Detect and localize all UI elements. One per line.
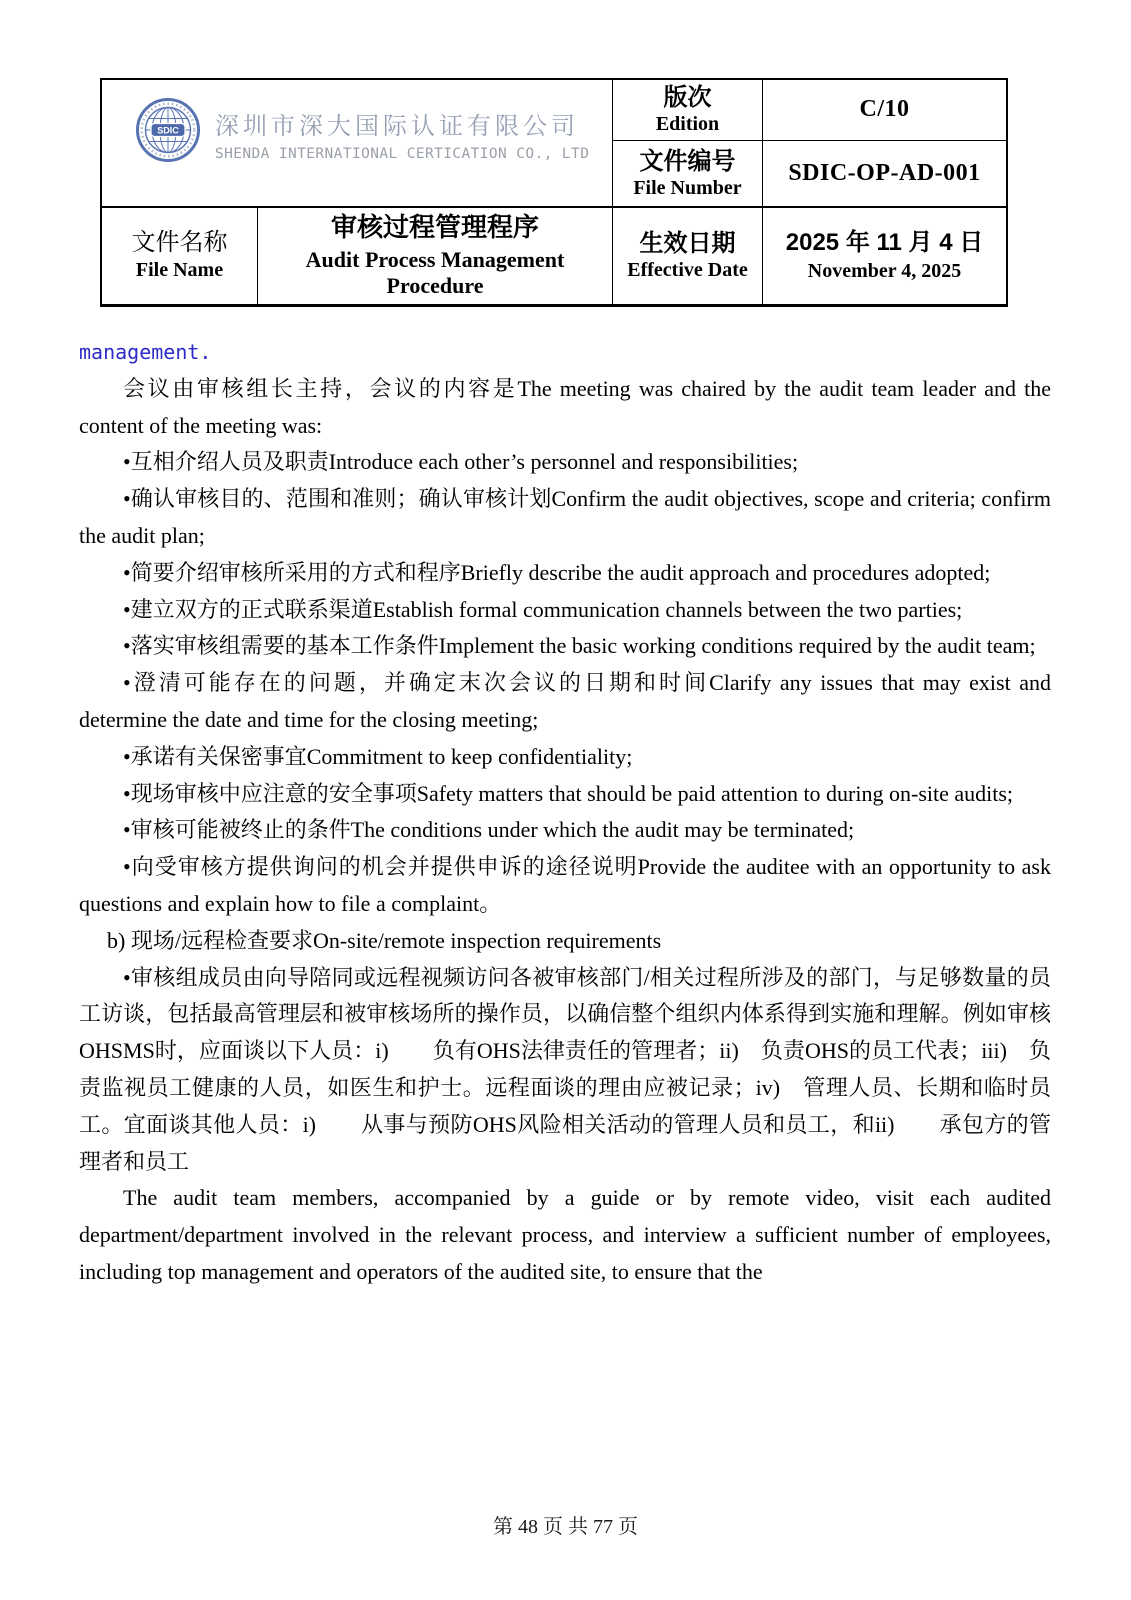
file-name-label-cell [102, 206, 257, 304]
company-name-block [215, 97, 589, 164]
company-name-cn: 深圳市深大国际认证有限公司 [215, 113, 579, 140]
bullet-item-introduce: •互相介绍人员及职责Introduce each other’s personnel and responsibilities; [123, 449, 799, 475]
closing-english-paragraph: The audit team members, accompanied by a guide or by remote video, visit each audited department/department involved in the relevant process, and interview a sufficient number of employees, including top management and operators of the audited site, to ensure that the [79, 1185, 1051, 1284]
logo-badge-text: SDIC [157, 125, 179, 136]
effective-date-cn: 2025 年 11 月 4 日 [785, 229, 984, 257]
file-number-value: SDIC-OP-AD-001 [788, 159, 981, 186]
effective-date-value-cell [762, 206, 1006, 304]
bullet-item-audit-team-visit: •审核组成员由向导陪同或远程视频访问各被审核部门/相关过程所涉及的部门，与足够数量的员工访谈，包括最高管理层和被审核场所的操作员，以确信整个组织内体系得到实施和理解。例如审核OHSMS时，应面谈以下人员：i) 负有OHS法律责任的管理者；ii) 负责OHS的员工代表；iii) 负责监视员工健康的人员，如医生和护士。远程面谈的理由应被记录；iv) 管理人员、长期和临时员工。宜面谈其他人员：i) 从事与预防OHS风险相关活动的管理人员和员工，和ii) 承包方的管理者和员工 [79, 964, 1051, 1174]
edition-label-cn: 版次 [663, 84, 712, 112]
file-number-label-cell [612, 140, 762, 206]
effective-date-en: November 4, 2025 [807, 260, 962, 283]
bullet-item-channels: •建立双方的正式联系渠道Establish formal communication channels between the two parties; [123, 596, 963, 622]
document-body [79, 334, 1051, 1291]
edition-label-cell [612, 80, 762, 140]
company-name-en: SHENDA INTERNATIONAL CERTICATION CO., LTD [215, 146, 590, 163]
company-globe-logo-icon [135, 97, 201, 163]
bullet-item-safety: •现场审核中应注意的安全事项Safety matters that should be paid attention to during on-site audits; [123, 780, 1014, 806]
blue-continuation-text: management. [79, 340, 212, 364]
bullet-item-terminated: •审核可能被终止的条件The conditions under which the audit may be terminated; [123, 817, 855, 843]
edition-label-en: Edition [655, 113, 720, 136]
page-number-footer: 第 48 页 共 77 页 [493, 1516, 638, 1538]
file-number-label-cn: 文件编号 [639, 147, 736, 175]
file-number-value-cell [762, 140, 1006, 206]
effective-date-label-cell [612, 206, 762, 304]
company-logo-cell [102, 80, 612, 206]
section-b-heading: b) 现场/远程检查要求On-site/remote inspection requirements [107, 927, 662, 953]
edition-value: C/10 [859, 96, 910, 123]
effective-date-label-en: Effective Date [627, 259, 748, 282]
meeting-intro-paragraph: 会议由审核组长主持，会议的内容是The meeting was chaired by the audit team leader and the content of the meeting was: [79, 375, 1051, 438]
bullet-item-confidentiality: •承诺有关保密事宜Commitment to keep confidentiality; [123, 743, 633, 769]
effective-date-label-cn: 生效日期 [639, 230, 736, 258]
file-name-label-en: File Name [135, 259, 224, 282]
file-name-value-cell [257, 206, 612, 304]
bullet-item-conditions: •落实审核组需要的基本工作条件Implement the basic working conditions required by the audit team; [123, 633, 1036, 659]
document-title-cn: 审核过程管理程序 [330, 211, 539, 242]
edition-value-cell [762, 80, 1006, 140]
file-number-label-en: File Number [633, 176, 742, 199]
file-name-label-cn: 文件名称 [131, 230, 228, 257]
header-table [100, 78, 1008, 307]
bullet-item-briefly: •简要介绍审核所采用的方式和程序Briefly describe the audit approach and procedures adopted; [123, 559, 991, 585]
document-title-en: Audit Process Management Procedure [305, 246, 565, 299]
bullet-item-complaint: •向受审核方提供询问的机会并提供申诉的途径说明Provide the auditee with an opportunity to ask questions and explain how to file a complaint。 [79, 854, 1051, 916]
bullet-item-confirm: •确认审核目的、范围和准则；确认审核计划Confirm the audit objectives, scope and criteria; confirm the audit plan; [79, 486, 1051, 548]
bullet-item-clarify: •澄清可能存在的问题，并确定末次会议的日期和时间Clarify any issues that may exist and determine the date and time for the closing meeting; [79, 670, 1051, 732]
